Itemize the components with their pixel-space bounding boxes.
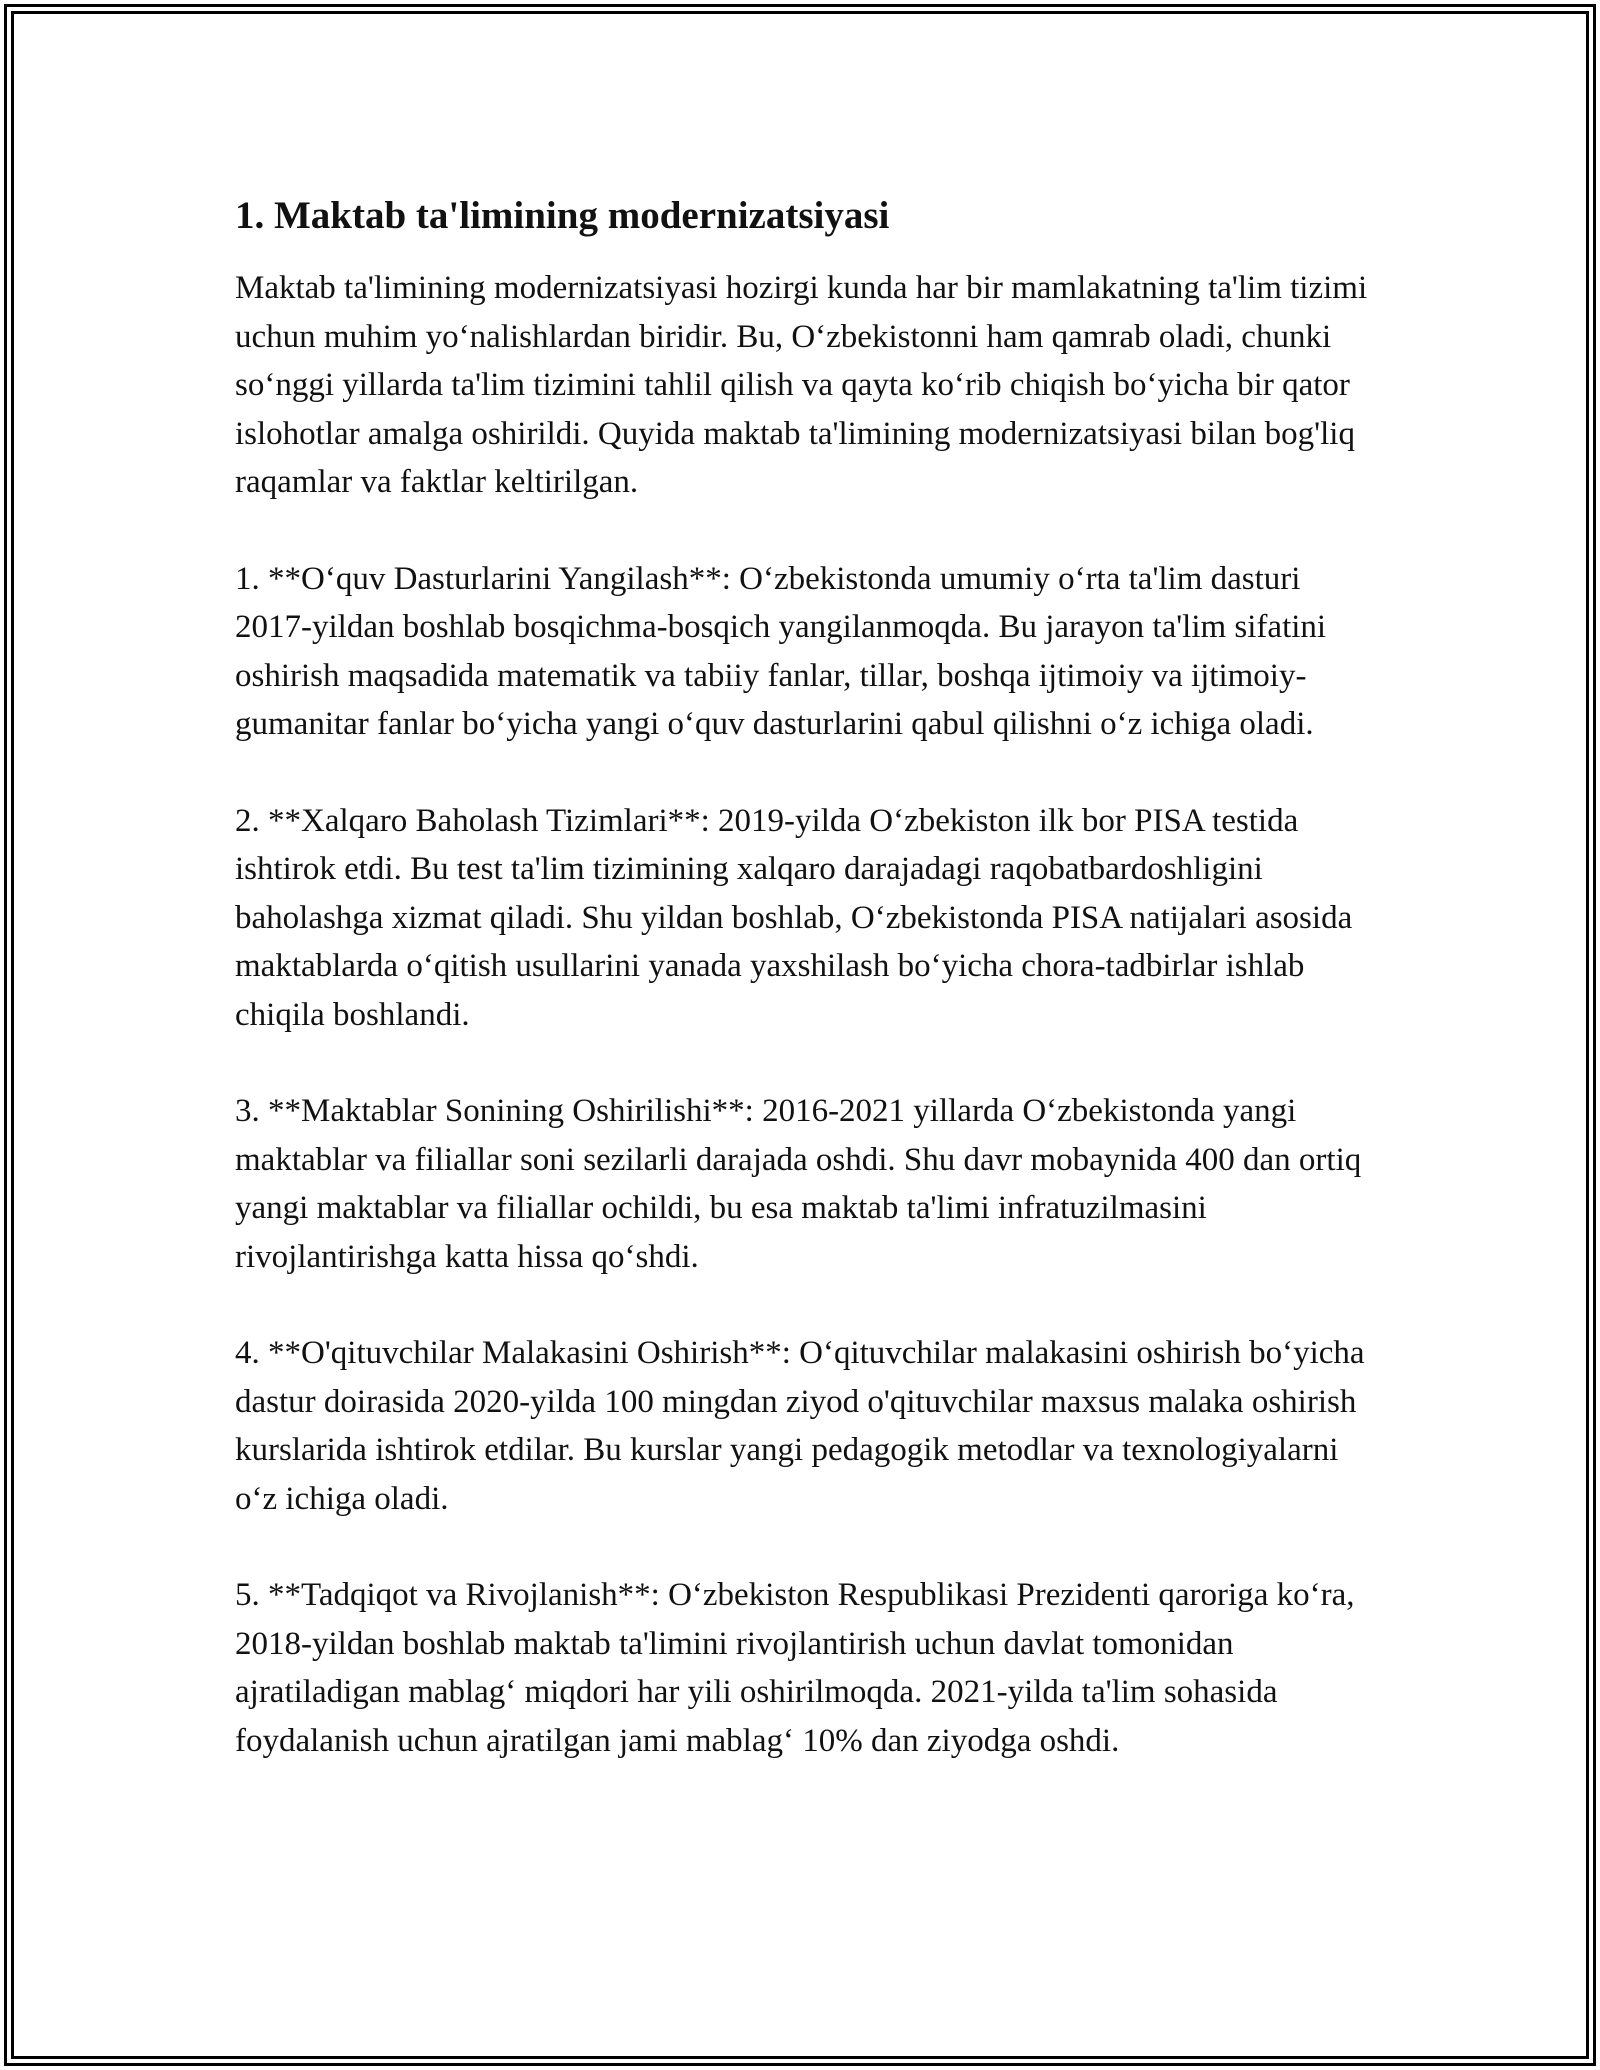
list-item-1: 1. **Oʻquv Dasturlarini Yangilash**: Oʻzbekistonda umumiy oʻrta ta'lim dasturi 2017-yildan boshlab bosqichma-bosqich yangilanmoqda. Bu jarayon ta'lim sifatini oshirish maqsadida matematik va tabiiy fanlar, tillar, boshqa ijtimoiy va ijtimoiy-gumanitar fanlar boʻyicha yangi oʻquv dasturlarini qabul qilishni oʻz ichiga oladi.: [235, 560, 1327, 742]
document-body: [235, 188, 1385, 1813]
list-item-4: 4. **O'qituvchilar Malakasini Oshirish**: Oʻqituvchilar malakasini oshirish boʻyicha dastur doirasida 2020-yilda 100 mingdan ziyod o'qituvchilar maxsus malaka oshirish kurslarida ishtirok etdilar. Bu kurslar yangi pedagogik metodlar va texnologiyalarni oʻz ichiga oladi.: [235, 1335, 1365, 1517]
list-item-5: 5. **Tadqiqot va Rivojlanish**: Oʻzbekiston Respublikasi Prezidenti qaroriga koʻra, 2018-yildan boshlab maktab ta'limini rivojlantirish uchun davlat tomonidan ajratiladigan mablagʻ miqdori har yili oshirilmoqda. 2021-yilda ta'lim sohasida foydalanish uchun ajratilgan jami mablagʻ 10% dan ziyodga oshdi.: [235, 1577, 1355, 1759]
intro-paragraph: Maktab ta'limining modernizatsiyasi hozirgi kunda har bir mamlakatning ta'lim tizimi uchun muhim yoʻnalishlardan biridir. Bu, Oʻzbekistonni ham qamrab oladi, chunki soʻnggi yillarda ta'lim tizimini tahlil qilish va qayta koʻrib chiqish boʻyicha bir qator islohotlar amalga oshirildi. Quyida maktab ta'limining modernizatsiyasi bilan bog'liq raqamlar va faktlar keltirilgan.: [235, 270, 1368, 500]
document-title: 1. Maktab ta'limining modernizatsiyasi: [235, 194, 890, 237]
list-item-3: 3. **Maktablar Sonining Oshirilishi**: 2016-2021 yillarda Oʻzbekistonda yangi maktablar va filiallar soni sezilarli darajada oshdi. Shu davr mobaynida 400 dan ortiq yangi maktablar va filiallar ochildi, bu esa maktab ta'limi infratuzilmasini rivojlantirishga katta hissa qoʻshdi.: [235, 1093, 1362, 1275]
list-item-2: 2. **Xalqaro Baholash Tizimlari**: 2019-yilda Oʻzbekiston ilk bor PISA testida ishtirok etdi. Bu test ta'lim tizimining xalqaro darajadagi raqobatbardoshligini baholashga xizmat qiladi. Shu yildan boshlab, Oʻzbekistonda PISA natijalari asosida maktablarda oʻqitish usullarini yanada yaxshilash boʻyicha chora-tadbirlar ishlab chiqila boshlandi.: [235, 802, 1353, 1033]
